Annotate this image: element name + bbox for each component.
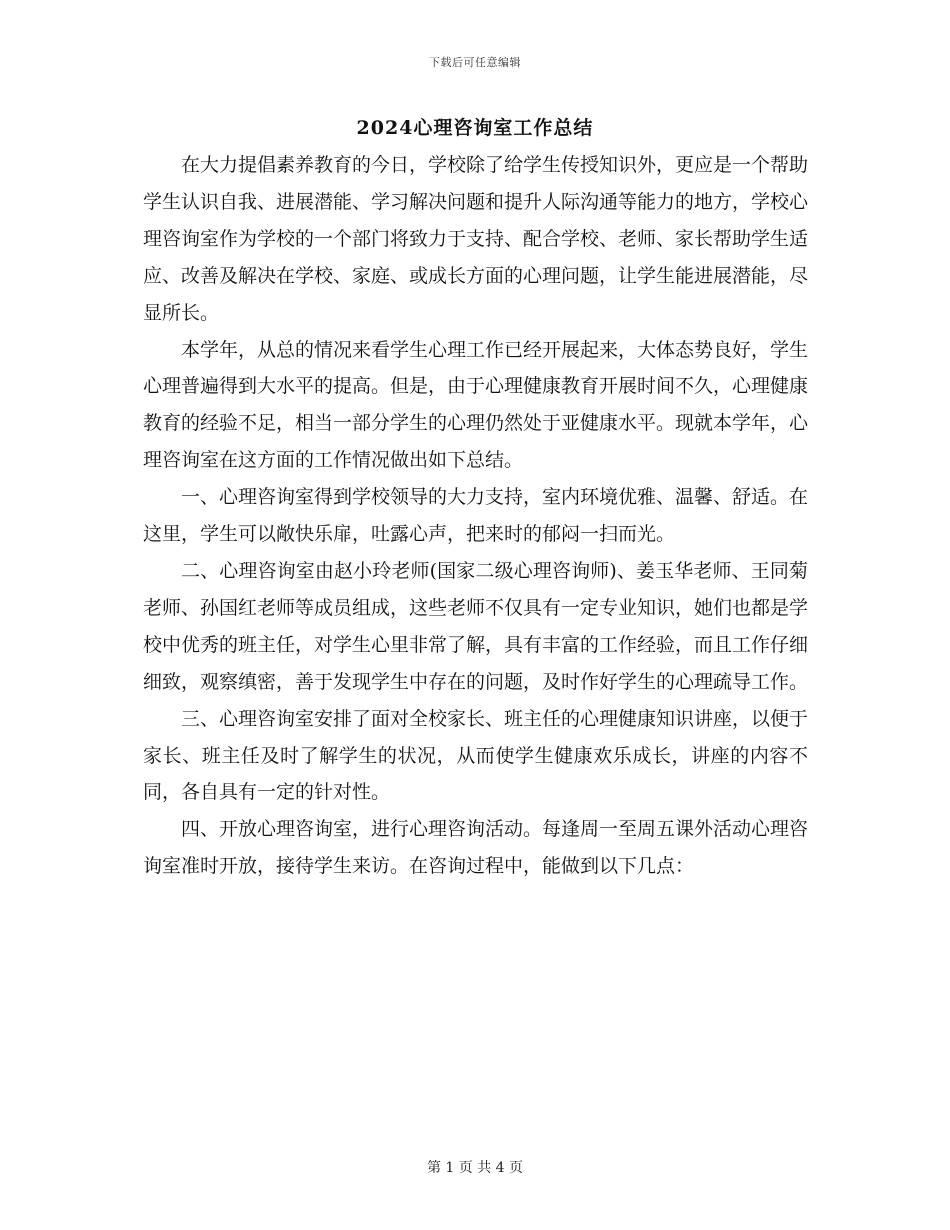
paragraph-item-1: 一、心理咨询室得到学校领导的大力支持，室内环境优雅、温馨、舒适。在这里，学生可以敞快乐扉，吐露心声，把来时的郁闷一扫而光。	[143, 486, 809, 546]
paragraph-overview: 本学年，从总的情况来看学生心理工作已经开展起来，大体态势良好，学生心理普遍得到大水平的提高。但是，由于心理健康教育开展时间不久，心理健康教育的经验不足，相当一部分学生的心理仍然处于亚健康水平。现就本学年，心理咨询室在这方面的工作情况做出如下总结。	[143, 338, 809, 472]
document-body	[143, 147, 808, 885]
paragraph-item-3: 三、心理咨询室安排了面对全校家长、班主任的心理健康知识讲座，以便于家长、班主任及时了解学生的状况，从而使学生健康欢乐成长，讲座的内容不同，各自具有一定的针对性。	[143, 707, 809, 804]
header-note: 下载后可任意编辑	[429, 56, 521, 69]
paragraph-item-4: 四、开放心理咨询室，进行心理咨询活动。每逢周一至周五课外活动心理咨询室准时开放，接待学生来访。在咨询过程中，能做到以下几点：	[143, 818, 809, 878]
paragraph-item-2: 二、心理咨询室由赵小玲老师(国家二级心理咨询师)、姜玉华老师、王同菊老师、孙国红老师等成员组成，这些老师不仅具有一定专业知识，她们也都是学校中优秀的班主任，对学生心里非常了解，具有丰富的工作经验，而且工作仔细细致，观察缜密，善于发现学生中存在的问题，及时作好学生的心理疏导工作。	[143, 559, 809, 693]
document-title: 2024心理咨询室工作总结	[356, 117, 594, 139]
page-number: 第 1 页 共 4 页	[426, 1160, 524, 1176]
paragraph-intro: 在大力提倡素养教育的今日，学校除了给学生传授知识外，更应是一个帮助学生认识自我、进展潜能、学习解决问题和提升人际沟通等能力的地方，学校心理咨询室作为学校的一个部门将致力于支持、配合学校、老师、家长帮助学生适应、改善及解决在学校、家庭、或成长方面的心理问题，让学生能进展潜能，尽显所长。	[143, 154, 809, 324]
